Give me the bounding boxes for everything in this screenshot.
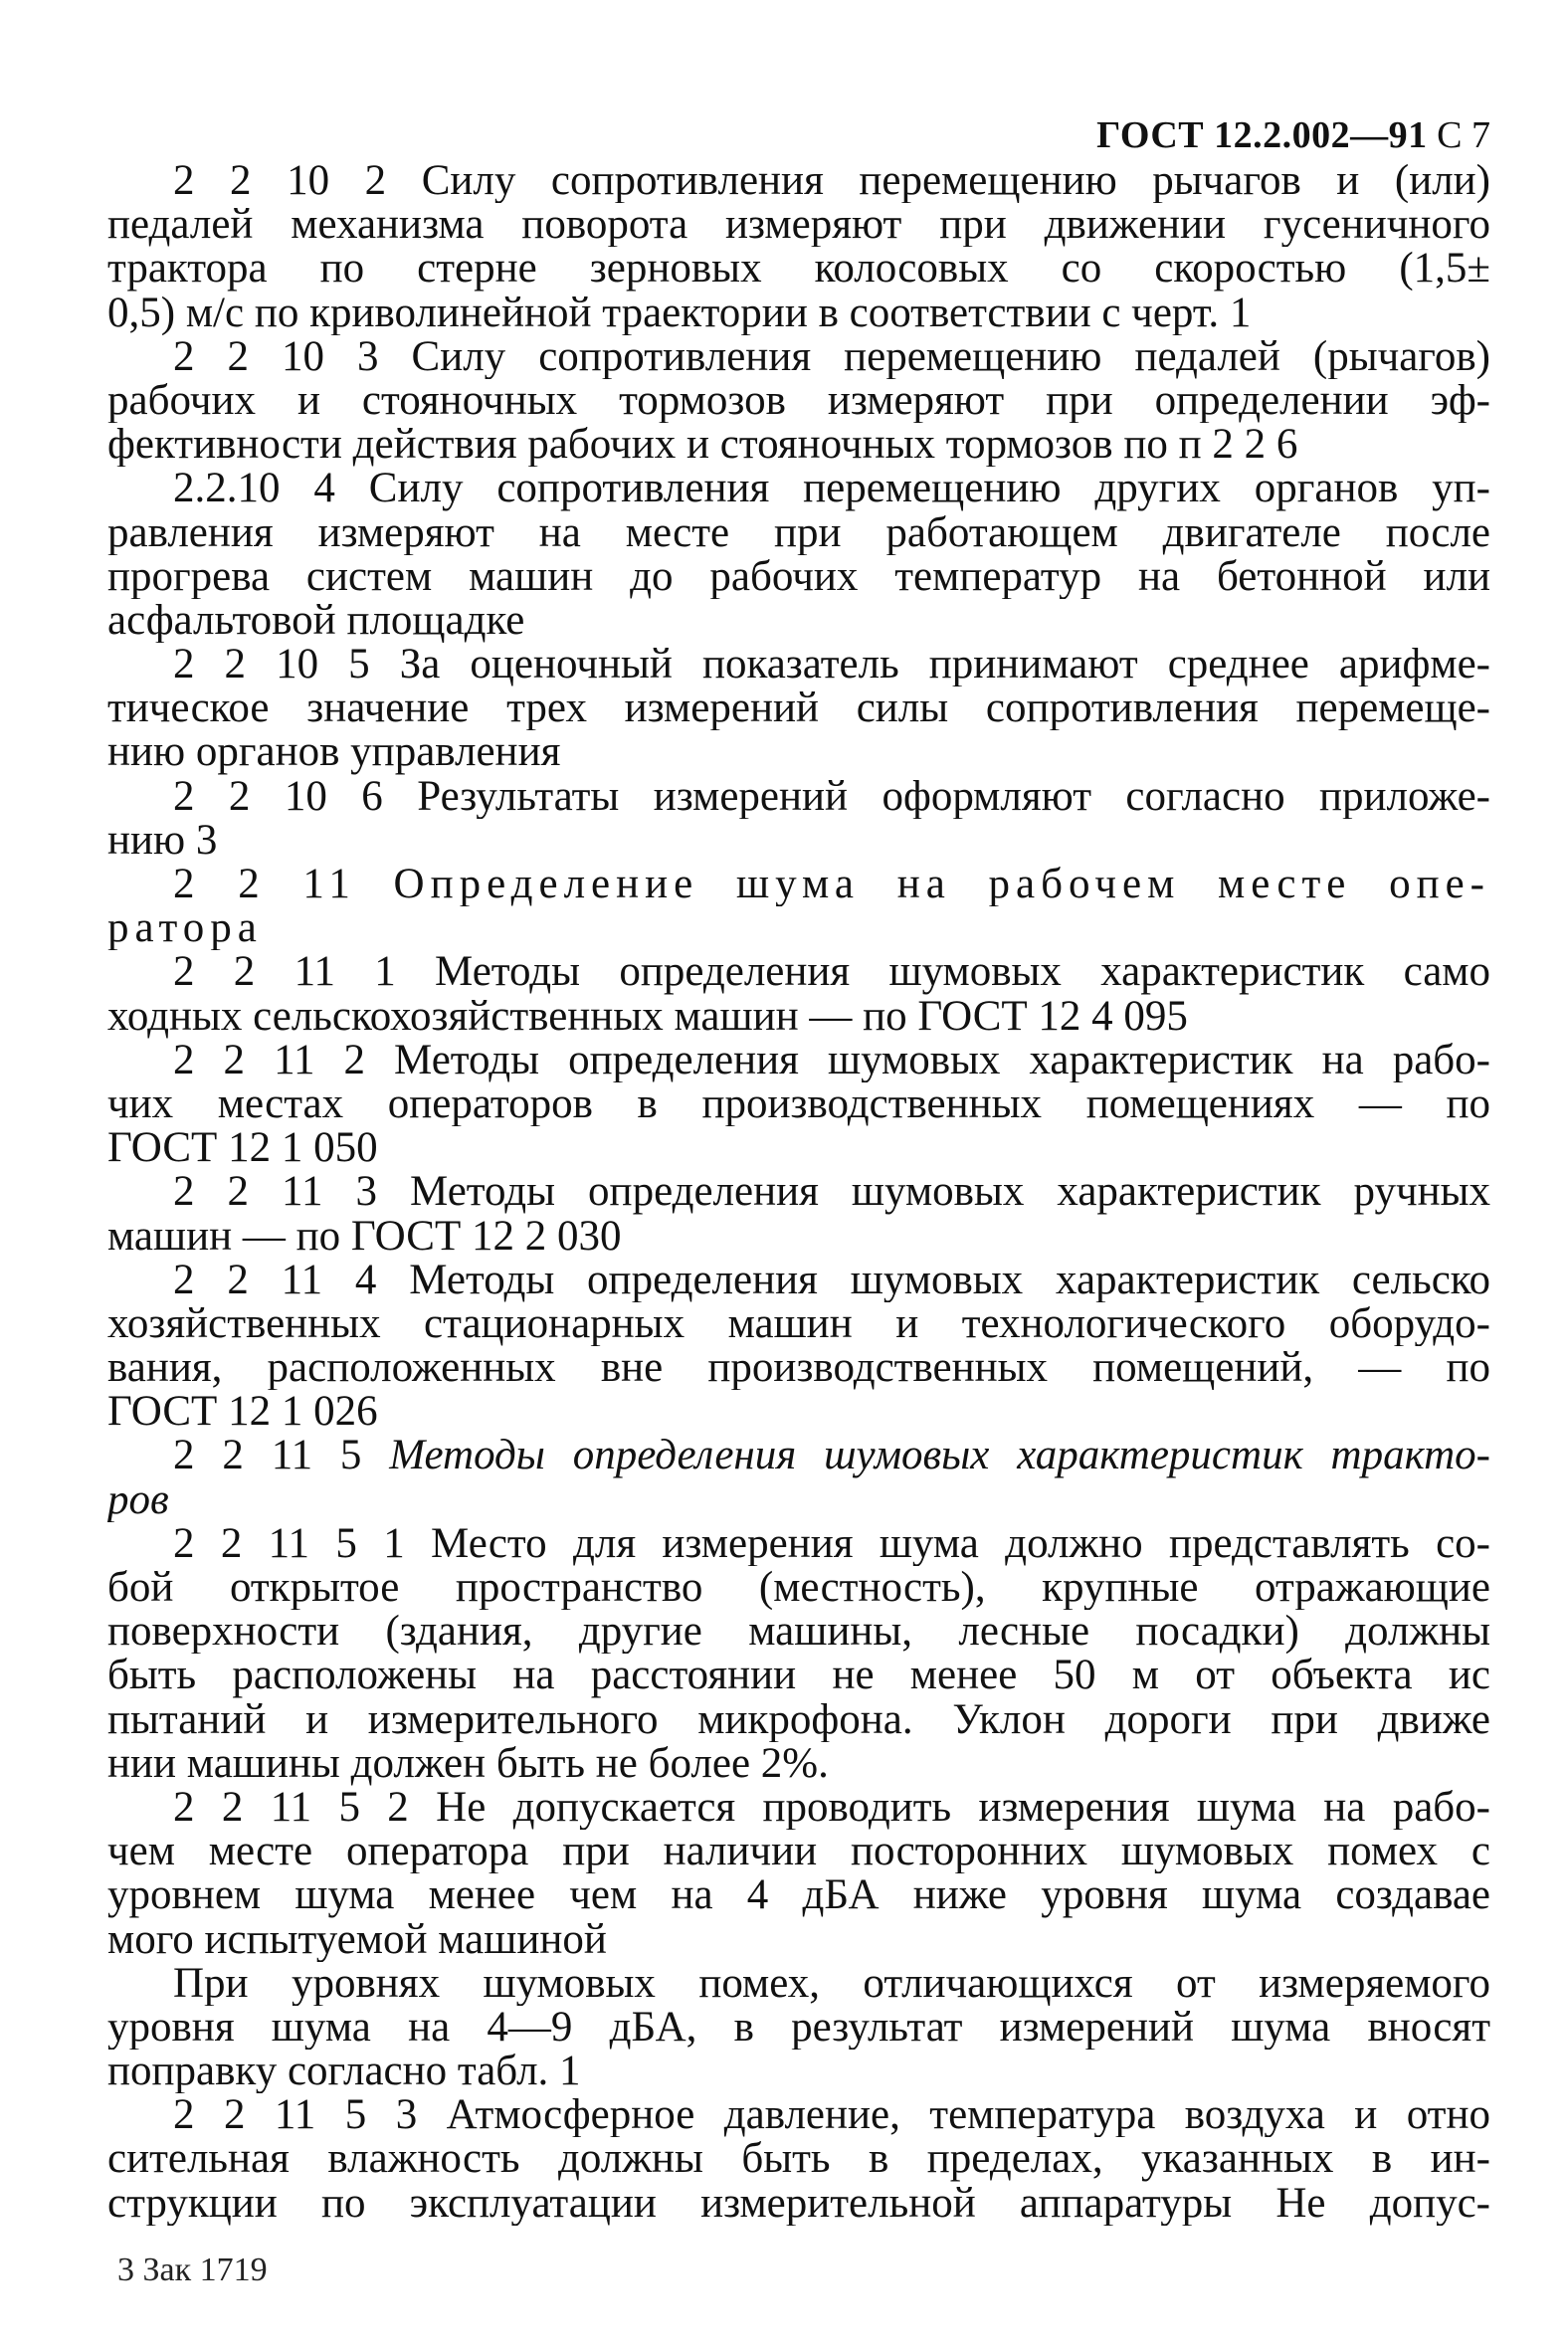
line-text: При уровнях шумовых помех, отличающихся от измеряемого	[173, 1961, 1490, 2006]
text-line	[107, 2050, 1490, 2093]
text-line	[107, 1346, 1490, 1390]
text-line	[107, 995, 1490, 1039]
line-text: струкции по эксплуатации измерительной аппаратуры Не допус-	[107, 2181, 1490, 2226]
text-line	[107, 730, 1490, 774]
line-text: уровня шума на 4—9 дБА, в результат измерений шума вносят	[107, 2005, 1490, 2051]
line-text: 2 2 11 2 Методы определения шумовых характеристик на рабо-	[173, 1038, 1490, 1082]
line-text: 2 2 11 Определение шума на рабочем месте опе-	[173, 863, 1490, 907]
text-line	[107, 379, 1490, 423]
line-text: 2 2 10 6 Результаты измерений оформляют согласно приложе-	[173, 774, 1490, 819]
text-line	[107, 1742, 1490, 1786]
text-line	[107, 247, 1490, 291]
line-text: нию 3	[107, 818, 218, 863]
line-text: 2 2 10 3 Силу сопротивления перемещению педалей (рычагов)	[173, 334, 1490, 379]
line-text: нию органов управления	[107, 730, 561, 775]
text-line	[107, 819, 1490, 863]
text-line	[107, 1610, 1490, 1654]
text-line	[107, 1126, 1490, 1170]
text-line	[107, 599, 1490, 643]
text-line	[107, 1390, 1490, 1434]
text-line	[107, 1434, 1490, 1477]
text-line	[107, 2006, 1490, 2050]
line-text: пытаний и измерительного микрофона. Уклон дороги при движе	[107, 1697, 1490, 1742]
text-line	[107, 1039, 1490, 1082]
line-text: ГОСТ 12 1 026	[107, 1390, 378, 1435]
text-line	[107, 203, 1490, 247]
line-text: 2 2 11 5 2 Не допускается проводить измерения шума на рабо-	[173, 1785, 1490, 1831]
line-text: тическое значение трех измерений силы сопротивления перемеще-	[107, 686, 1490, 731]
line-italic-text: Методы определения шумовых характеристик тракто-	[389, 1434, 1490, 1478]
text-line	[107, 159, 1490, 203]
line-text: 2 2 10 2 Силу сопротивления перемещению рычагов и (или)	[173, 159, 1490, 204]
line-text: поверхности (здания, другие машины, лесные посадки) должны	[107, 1610, 1490, 1655]
text-line	[107, 1698, 1490, 1742]
text-line	[107, 1786, 1490, 1830]
text-line	[107, 863, 1490, 906]
line-text: 2 2 11 5	[173, 1434, 390, 1478]
standard-number: ГОСТ 12.2.002—91	[1096, 114, 1428, 156]
line-text: 2.2.10 4 Силу сопротивления перемещению других органов уп-	[173, 467, 1490, 511]
line-text: ГОСТ 12 1 050	[107, 1126, 378, 1171]
line-text: прогрева систем машин до рабочих температур на бетонной или	[107, 554, 1490, 599]
text-line	[107, 1302, 1490, 1346]
line-text: педалей механизма поворота измеряют при движении гусеничного	[107, 203, 1490, 248]
page-number: С 7	[1437, 114, 1490, 156]
text-line	[107, 1522, 1490, 1566]
text-line	[107, 2182, 1490, 2226]
text-line	[107, 1654, 1490, 1697]
text-line	[107, 1962, 1490, 2006]
line-text: асфальтовой площадке	[107, 598, 525, 644]
text-line	[107, 1873, 1490, 1917]
text-line	[107, 1566, 1490, 1610]
line-text: равления измеряют на месте при работающем двигателе после	[107, 510, 1490, 555]
text-line	[107, 686, 1490, 730]
text-line	[107, 511, 1490, 555]
text-line	[107, 2093, 1490, 2137]
line-text: фективности действия рабочих и стояночных тормозов по п 2 2 6	[107, 423, 1298, 468]
line-text: мого испытуемой машиной	[107, 1917, 607, 1962]
line-text: 2 2 11 5 3 Атмосферное давление, температура воздуха и отно	[173, 2093, 1490, 2138]
text-line	[107, 1478, 1490, 1522]
line-text: вания, расположенных вне производственных помещений, — по	[107, 1346, 1490, 1391]
text-line	[107, 906, 1490, 950]
line-text: рабочих и стояночных тормозов измеряют при определении эф-	[107, 378, 1490, 424]
text-line	[107, 1082, 1490, 1126]
line-text: бой открытое пространство (местность), крупные отражающие	[107, 1566, 1490, 1611]
text-line	[107, 1215, 1490, 1259]
line-text: 2 2 11 3 Методы определения шумовых характеристик ручных	[173, 1170, 1490, 1215]
line-text: ходных сельскохозяйственных машин — по ГОСТ 12 4 095	[107, 994, 1188, 1039]
line-text: 2 2 11 5 1 Место для измерения шума должно представлять со-	[173, 1521, 1490, 1566]
line-text: 2 2 10 5 За оценочный показатель принимают среднее арифме-	[173, 643, 1490, 687]
text-line	[107, 1918, 1490, 1962]
text-line	[107, 1259, 1490, 1302]
page-header	[1092, 111, 1490, 159]
line-text: нии машины должен быть не более 2%.	[107, 1741, 829, 1786]
text-line	[107, 2137, 1490, 2181]
text-line	[107, 775, 1490, 819]
line-text: чем месте оператора при наличии посторонних шумовых помех с	[107, 1830, 1490, 1874]
line-text: чих местах операторов в производственных помещениях — по	[107, 1081, 1490, 1127]
text-line	[107, 555, 1490, 599]
text-line	[107, 1170, 1490, 1214]
line-text: 2 2 11 4 Методы определения шумовых характеристик сельско	[173, 1258, 1490, 1302]
line-text: сительная влажность должны быть в пределах, указанных в ин-	[107, 2137, 1490, 2182]
body-text	[107, 159, 1490, 2226]
line-text: 0,5) м/с по криволинейной траектории в соответствии с черт. 1	[107, 291, 1252, 335]
text-line	[107, 950, 1490, 994]
text-line	[107, 1830, 1490, 1873]
line-text: ратора	[107, 906, 263, 951]
line-text: быть расположены на расстоянии не менее 50 м от объекта ис	[107, 1654, 1490, 1698]
line-text: хозяйственных стационарных машин и технологического оборудо-	[107, 1301, 1490, 1347]
text-line	[107, 423, 1490, 467]
line-text: поправку согласно табл. 1	[107, 2050, 581, 2094]
line-text: уровнем шума менее чем на 4 дБА ниже уровня шума создавае	[107, 1873, 1490, 1918]
line-text: 2 2 11 1 Методы определения шумовых характеристик само	[173, 950, 1490, 995]
line-text: трактора по стерне зерновых колосовых со скоростью (1,5±	[107, 247, 1490, 292]
print-order-footer: 3 Зак 1719	[117, 2251, 268, 2288]
line-italic-text: ров	[107, 1477, 169, 1522]
line-text: машин — по ГОСТ 12 2 030	[107, 1214, 622, 1259]
text-line	[107, 292, 1490, 335]
text-line	[107, 335, 1490, 379]
text-line	[107, 643, 1490, 686]
text-line	[107, 467, 1490, 510]
